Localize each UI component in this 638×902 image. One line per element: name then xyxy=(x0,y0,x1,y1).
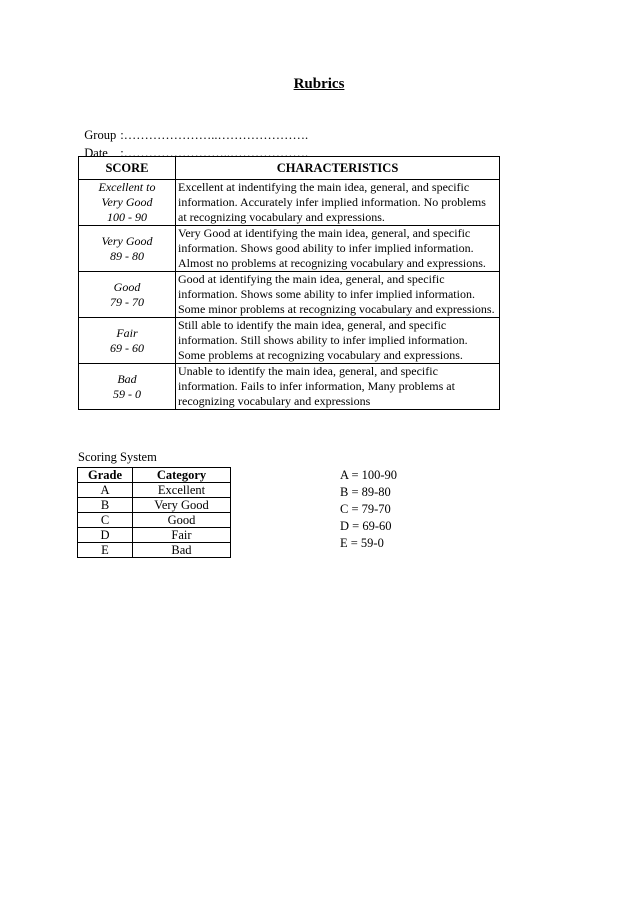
scoring-system-caption: Scoring System xyxy=(78,450,157,464)
characteristics-cell: Excellent at indentifying the main idea, general, and specific information. Accurately infer implied information. No problems at recognizing vocabulary and expressions. xyxy=(176,180,500,226)
score-range: 59 - 0 xyxy=(113,386,141,401)
rubric-row xyxy=(79,318,500,364)
characteristics-header: CHARACTERISTICS xyxy=(176,157,500,180)
category-cell: Very Good xyxy=(133,498,231,513)
grade-range-item: D = 69-60 xyxy=(340,519,392,533)
score-range: 89 - 80 xyxy=(110,248,144,263)
category-cell: Fair xyxy=(133,528,231,543)
category-header: Category xyxy=(133,468,231,483)
score-cell xyxy=(79,272,176,318)
scoring-row xyxy=(78,543,231,558)
category-cell: Good xyxy=(133,513,231,528)
score-label: Fair xyxy=(116,325,138,340)
rubric-table xyxy=(78,156,500,410)
category-cell: Bad xyxy=(133,543,231,558)
rubric-header-row xyxy=(79,157,500,180)
grade-cell: E xyxy=(78,543,133,558)
rubric-row xyxy=(79,272,500,318)
page-title: Rubrics xyxy=(293,76,345,92)
rubric-row xyxy=(79,180,500,226)
grade-cell: B xyxy=(78,498,133,513)
grade-header: Grade xyxy=(78,468,133,483)
grade-range-item: E = 59-0 xyxy=(340,536,384,550)
grade-range-item: A = 100-90 xyxy=(340,468,398,482)
scoring-row xyxy=(78,513,231,528)
rubric-row xyxy=(79,364,500,410)
grade-ranges xyxy=(340,467,397,552)
group-blank: :…………………..…………………. xyxy=(120,128,309,142)
scoring-header-row xyxy=(78,468,231,483)
grade-cell: D xyxy=(78,528,133,543)
score-label: Bad xyxy=(117,371,137,386)
score-label: Excellent to xyxy=(98,180,156,194)
scoring-table xyxy=(77,467,231,558)
score-cell xyxy=(79,180,176,226)
score-range: 79 - 70 xyxy=(110,294,144,309)
score-label: Good xyxy=(113,279,141,294)
grade-cell: A xyxy=(78,483,133,498)
score-range: 100 - 90 xyxy=(107,210,147,224)
score-header: SCORE xyxy=(79,157,176,180)
score-label: Very Good xyxy=(101,233,153,248)
rubric-row xyxy=(79,226,500,272)
scoring-row xyxy=(78,483,231,498)
score-range: 69 - 60 xyxy=(110,340,144,355)
score-cell xyxy=(79,364,176,410)
score-label: Very Good xyxy=(101,195,153,209)
characteristics-cell: Unable to identify the main idea, general, and specific information. Fails to infer information, Many problems at recognizing vocabulary and expressions xyxy=(176,364,500,410)
characteristics-cell: Very Good at identifying the main idea, general, and specific information. Shows good ability to infer implied information. Almost no problems at recognizing vocabulary and expressions. xyxy=(176,226,500,272)
score-cell xyxy=(79,318,176,364)
score-cell xyxy=(79,226,176,272)
date-label: Date xyxy=(84,146,108,160)
characteristics-cell: Good at identifying the main idea, general, and specific information. Shows some ability to infer implied information. Some minor problems at recognizing vocabulary and expressions. xyxy=(176,272,500,318)
group-label: Group xyxy=(84,128,117,142)
category-cell: Excellent xyxy=(133,483,231,498)
grade-cell: C xyxy=(78,513,133,528)
grade-range-item: C = 79-70 xyxy=(340,502,391,516)
scoring-row xyxy=(78,498,231,513)
scoring-row xyxy=(78,528,231,543)
grade-range-item: B = 89-80 xyxy=(340,485,391,499)
date-blank: :……………………..………………. xyxy=(120,146,309,160)
characteristics-cell: Still able to identify the main idea, general, and specific information. Still shows ability to infer implied information. Some problems at recognizing vocabulary and expressions. xyxy=(176,318,500,364)
